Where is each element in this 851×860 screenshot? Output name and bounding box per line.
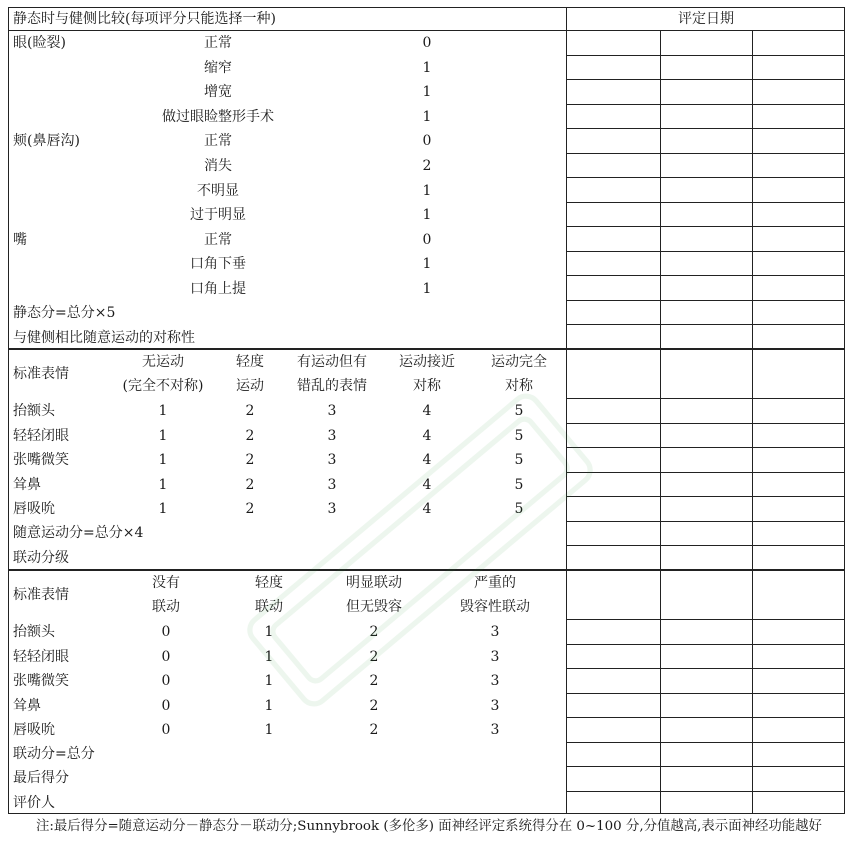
static-item: 正常: [204, 231, 232, 248]
date-grid-row-line: [567, 104, 844, 105]
static-item: 消失: [204, 158, 232, 174]
voluntary-header-line1: 无运动: [142, 354, 184, 370]
voluntary-score: 1: [158, 501, 168, 517]
synkinesis-score: 0: [161, 624, 171, 640]
date-grid-row-line: [567, 766, 844, 767]
date-grid-row-line: [567, 570, 844, 571]
voluntary-score: 2: [245, 501, 255, 517]
date-grid-row-line: [567, 251, 844, 252]
sunnybrook-score-table: [8, 7, 845, 814]
static-score: 2: [422, 158, 432, 174]
date-grid-row-line: [567, 472, 844, 473]
static-score: 0: [422, 35, 432, 51]
synkinesis-score: 3: [490, 697, 500, 714]
voluntary-score: 2: [245, 427, 255, 444]
synkinesis-score: 1: [264, 697, 274, 714]
static-score: 1: [422, 281, 432, 297]
static-item: 口角下垂: [190, 256, 246, 273]
voluntary-section-title: 与健侧相比随意运动的对称性: [13, 330, 195, 346]
synkinesis-header-line1: 轻度: [255, 575, 283, 591]
synkinesis-score: 1: [264, 722, 274, 738]
static-item: 正常: [204, 35, 232, 51]
date-grid-column-line: [660, 30, 661, 813]
final-score-label: 最后得分: [13, 770, 69, 786]
synkinesis-expression: 耸鼻: [13, 697, 41, 714]
voluntary-score: 3: [327, 403, 337, 419]
static-score: 0: [422, 133, 432, 150]
synkinesis-header-line1: 没有: [152, 575, 180, 591]
synkinesis-expression: 唇吸吮: [13, 722, 55, 738]
voluntary-score: 2: [245, 452, 255, 468]
date-grid-row-line: [567, 226, 844, 227]
synkinesis-score: 1: [264, 673, 274, 689]
synkinesis-score: 3: [490, 648, 500, 665]
synkinesis-header-line1: 严重的: [474, 575, 516, 591]
static-score: 1: [422, 207, 432, 224]
synkinesis-score: 1: [264, 648, 274, 665]
date-grid-row-line: [567, 717, 844, 718]
voluntary-score: 1: [158, 427, 168, 444]
footnote: 注:最后得分=随意运动分－静态分－联动分;Sunnybrook (多伦多) 面神经评定系统得分在 0~100 分,分值越高,表示面神经功能越好: [36, 819, 822, 834]
date-grid-row-line: [567, 742, 844, 743]
synkinesis-score: 0: [161, 722, 171, 738]
voluntary-header-line2: 运动: [236, 378, 264, 394]
voluntary-header-line2: 对称: [505, 378, 533, 394]
voluntary-score: 2: [245, 476, 255, 493]
synkinesis-score: 3: [490, 722, 500, 738]
date-grid-row-line: [567, 693, 844, 694]
voluntary-expression: 唇吸吮: [13, 501, 55, 517]
synkinesis-formula: 联动分=总分: [13, 746, 95, 762]
date-grid-row-line: [567, 79, 844, 80]
synkinesis-header-line2: 但无毁容: [346, 599, 402, 615]
date-grid-row-line: [567, 496, 844, 497]
date-grid-row-line: [567, 349, 844, 350]
voluntary-header-line1: 运动接近: [399, 354, 455, 370]
synkinesis-expression: 抬额头: [13, 624, 55, 640]
voluntary-expression: 抬额头: [13, 403, 55, 419]
voluntary-expression: 轻轻闭眼: [13, 427, 69, 444]
voluntary-score: 3: [327, 427, 337, 444]
evaluator-label: 评价人: [13, 795, 55, 811]
voluntary-score: 1: [158, 403, 168, 419]
voluntary-score: 3: [327, 501, 337, 517]
static-item: 做过眼睑整形手术: [162, 108, 274, 125]
date-grid-row-line: [567, 202, 844, 203]
voluntary-label: 标准表情: [13, 366, 69, 382]
voluntary-score: 4: [422, 476, 432, 493]
voluntary-score: 5: [514, 501, 524, 517]
static-score: 1: [422, 84, 432, 101]
date-grid-row-line: [567, 791, 844, 792]
static-region: 眼(睑裂): [13, 35, 66, 51]
static-formula: 静态分=总分×5: [13, 305, 116, 321]
date-grid-row-line: [567, 128, 844, 129]
date-grid-row-line: [567, 153, 844, 154]
date-grid-row-line: [567, 619, 844, 620]
static-region: 嘴: [13, 231, 27, 248]
static-score: 1: [422, 108, 432, 125]
voluntary-score: 1: [158, 452, 168, 468]
date-grid-row-line: [567, 668, 844, 669]
voluntary-score: 5: [514, 403, 524, 419]
voluntary-expression: 耸鼻: [13, 476, 41, 493]
date-grid-row-line: [567, 324, 844, 325]
date-grid-row-line: [567, 177, 844, 178]
date-grid-row-line: [567, 644, 844, 645]
date-grid-row-line: [567, 300, 844, 301]
voluntary-header-line2: 对称: [413, 378, 441, 394]
static-score: 1: [422, 59, 432, 76]
static-item: 过于明显: [190, 207, 246, 224]
voluntary-score: 3: [327, 452, 337, 468]
static-item: 口角上提: [190, 281, 246, 297]
date-grid-row-line: [567, 545, 844, 546]
voluntary-formula: 随意运动分=总分×4: [13, 525, 144, 541]
synkinesis-header-line2: 联动: [152, 599, 180, 615]
voluntary-header-line1: 有运动但有: [297, 354, 367, 370]
voluntary-header-line2: (完全不对称): [122, 378, 204, 394]
synkinesis-section-title: 联动分级: [13, 550, 69, 566]
synkinesis-expression: 张嘴微笑: [13, 673, 69, 689]
date-column-header: 评定日期: [678, 11, 734, 27]
voluntary-score: 2: [245, 403, 255, 419]
voluntary-score: 5: [514, 427, 524, 444]
synkinesis-score: 3: [490, 624, 500, 640]
date-grid-row-line: [567, 398, 844, 399]
static-item: 缩窄: [204, 59, 232, 76]
synkinesis-score: 2: [369, 624, 379, 640]
synkinesis-score: 2: [369, 722, 379, 738]
voluntary-score: 5: [514, 476, 524, 493]
voluntary-score: 4: [422, 427, 432, 444]
synkinesis-score: 2: [369, 697, 379, 714]
date-grid-row-line: [567, 275, 844, 276]
synkinesis-score: 2: [369, 648, 379, 665]
voluntary-expression: 张嘴微笑: [13, 452, 69, 468]
date-grid-row-line: [567, 447, 844, 448]
synkinesis-score: 0: [161, 697, 171, 714]
date-grid-row-line: [567, 423, 844, 424]
synkinesis-header-line2: 联动: [255, 599, 283, 615]
static-region: 颊(鼻唇沟): [13, 133, 80, 150]
static-score: 1: [422, 182, 432, 199]
synkinesis-label: 标准表情: [13, 587, 69, 603]
header-line: [9, 30, 844, 31]
voluntary-score: 1: [158, 476, 168, 493]
synkinesis-score: 0: [161, 673, 171, 689]
date-grid-row-line: [567, 55, 844, 56]
synkinesis-score: 1: [264, 624, 274, 640]
voluntary-score: 4: [422, 501, 432, 517]
voluntary-header-line1: 运动完全: [491, 354, 547, 370]
synkinesis-header-line1: 明显联动: [346, 575, 402, 591]
synkinesis-score: 2: [369, 673, 379, 689]
synkinesis-header-line2: 毁容性联动: [460, 599, 530, 615]
static-item: 不明显: [197, 182, 239, 199]
synkinesis-score: 3: [490, 673, 500, 689]
table-title: 静态时与健侧比较(每项评分只能选择一种): [13, 11, 276, 27]
voluntary-score: 4: [422, 403, 432, 419]
voluntary-header-line1: 轻度: [236, 354, 264, 370]
voluntary-header-line2: 错乱的表情: [297, 378, 367, 394]
static-score: 1: [422, 256, 432, 273]
static-item: 正常: [204, 133, 232, 150]
voluntary-score: 4: [422, 452, 432, 468]
date-grid-row-line: [567, 521, 844, 522]
date-grid-column-line: [752, 30, 753, 813]
synkinesis-expression: 轻轻闭眼: [13, 648, 69, 665]
voluntary-score: 5: [514, 452, 524, 468]
voluntary-score: 3: [327, 476, 337, 493]
static-item: 增宽: [204, 84, 232, 101]
static-score: 0: [422, 231, 432, 248]
synkinesis-score: 0: [161, 648, 171, 665]
